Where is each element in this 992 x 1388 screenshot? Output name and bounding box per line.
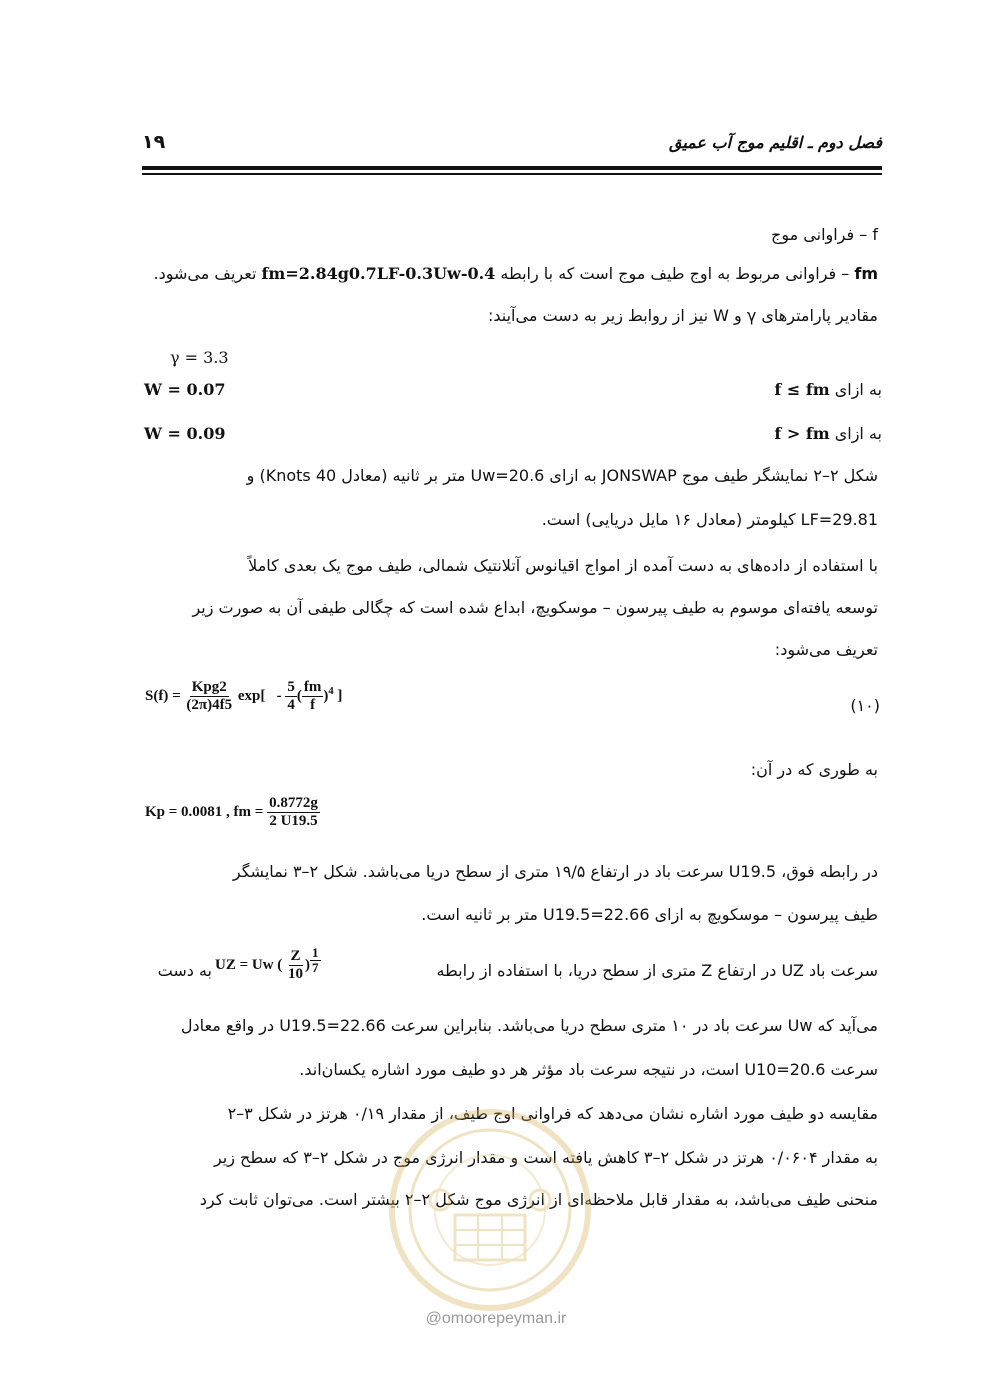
- paragraph-pm-l3: تعریف می‌شود:: [774, 640, 878, 659]
- kp-fm-den: 2 U19.5: [269, 812, 318, 829]
- w-condition-1-label: به ازای: [834, 380, 882, 399]
- uz-fraction: [286, 949, 305, 982]
- eq10-denominator: (2π)4f5: [186, 696, 233, 713]
- eq10-close: ]: [337, 688, 343, 705]
- definition-fm: [138, 264, 878, 283]
- eq10-ratio-fraction: [302, 680, 324, 713]
- uz-power-fraction: [310, 946, 321, 975]
- w-condition-2: [774, 424, 882, 443]
- paragraph-u195-l1: در رابطه فوق، U19.5 سرعت باد در ارتفاع ۱۹/۵ متری از سطح دریا می‌باشد. شکل ۲–۳ نمایشگر: [232, 862, 878, 881]
- paragraph-jonswap-l2: LF=29.81 کیلومتر (معادل ۱۶ مایل دریایی) است.: [541, 510, 878, 529]
- paragraph-uz-l2: می‌آید که Uw سرعت باد در ۱۰ متری سطح دریا می‌باشد. بنابراین سرعت U19.5=22.66 در واقع معادل: [180, 1016, 878, 1035]
- paragraph-uz-l3: سرعت U10=20.6 است، در نتیجه سرعت باد مؤثر هر دو طیف مورد اشاره یکسان‌اند.: [299, 1060, 878, 1079]
- uz-num: Z: [290, 947, 301, 964]
- paragraph-compare-l1: مقایسه دو طیف مورد اشاره نشان می‌دهد که فراوانی اوج طیف، از مقدار ۰/۱۹ هرتز در شکل ۳–۲: [227, 1104, 878, 1123]
- eq10-ratio-num: fm: [303, 679, 322, 695]
- uz-pow-den: 7: [312, 959, 319, 975]
- equation-uz: UZ = Uw ( $\frac{Z}{10}$ ) $^{\frac{1}{7}}$: [215, 945, 319, 982]
- header-rule-thick: [142, 166, 882, 170]
- paragraph-jonswap-l1: شکل ۲–۲ نمایشگر طیف موج JONSWAP به ازای Uw=20.6 متر بر ثانیه (معادل 40 Knots) و: [246, 466, 878, 485]
- kp-lhs: Kp = 0.0081 , fm =: [145, 804, 264, 821]
- paragraph-pm-l1: با استفاده از داده‌های به دست آمده از امواج اقیانوس آتلانتیک شمالی، طیف موج یک بعدی کاملاً: [248, 556, 878, 575]
- eq10-lhs: S(f) =: [145, 688, 181, 705]
- fm-text-a: – فراوانی مربوط به اوج طیف موج است که با رابطه: [495, 264, 855, 283]
- paragraph-compare-l2: به مقدار ۰/۰۶۰۴ هرتز در شکل ۲–۳ کاهش یافته است و مقدار انرژی موج در شکل ۲–۳ که سطح زیر: [213, 1148, 878, 1167]
- w-condition-1-expr: f ≤ fm: [774, 380, 830, 399]
- w-condition-2-expr: f > fm: [774, 424, 830, 443]
- uz-lhs: UZ = Uw (: [215, 956, 283, 973]
- eq10-coef-fraction: [285, 680, 297, 713]
- kp-fm-fraction: [267, 796, 320, 829]
- watermark-seal-icon: [380, 1105, 600, 1315]
- fm-formula: fm=2.84g0.7LF-0.3Uw-0.4: [261, 264, 496, 283]
- equation-10: S(f) = $\frac{\text{Kpg2}}{(2\pi)4f5}$ exp[ - $\frac{5}{4}$ ( $\frac{fm}{f}$ )$^4$ ]: [145, 679, 343, 713]
- watermark-url: @omoorepeyman.ir: [425, 1310, 567, 1327]
- uz-den: 10: [288, 965, 304, 982]
- paragraph-uz-l1a: سرعت باد UZ در ارتفاع Z متری از سطح دریا، با استفاده از رابطه: [436, 961, 878, 980]
- kp-fm-num: 0.8772g: [269, 795, 318, 811]
- page-number: ۱۹: [142, 131, 166, 153]
- w-value-1: W = 0.07: [144, 380, 226, 399]
- uz-pow-num: 1: [312, 945, 319, 960]
- w-value-2: W = 0.09: [144, 424, 226, 443]
- equation-number-10: (۱۰): [850, 696, 880, 715]
- definition-f: f – فراوانی موج: [771, 225, 878, 244]
- header-rule-thin: [142, 173, 882, 175]
- paragraph-pm-l2: توسعه یافته‌ای موسوم به طیف پیرسون – موسکویچ، ابداع شده است که چگالی طیفی آن به صورت زیر: [192, 598, 878, 617]
- equation-kp-fm: [145, 796, 320, 829]
- eq10-exp: exp[: [237, 688, 266, 705]
- paragraph-compare-l3: منحنی طیف می‌باشد، به مقدار قابل ملاحظه‌ای از انرژی موج شکل ۲–۲ بیشتر است. می‌توان ثابت کرد: [199, 1190, 878, 1209]
- paragraph-u195-l2: طیف پیرسون – موسکویچ به ازای U19.5=22.66 متر بر ثانیه است.: [421, 905, 878, 924]
- where-text: به طوری که در آن:: [750, 760, 878, 779]
- eq10-ratio-den: f: [310, 696, 316, 713]
- fm-symbol: fm: [854, 264, 878, 283]
- w-condition-2-label: به ازای: [834, 424, 882, 443]
- eq10-power: 4: [328, 686, 334, 698]
- parameters-intro: مقادیر پارامترهای γ و W نیز از روابط زیر به دست می‌آیند:: [487, 306, 878, 325]
- eq10-minus: -: [276, 688, 282, 705]
- w-condition-1: [774, 380, 882, 399]
- eq10-coef-num: 5: [287, 679, 295, 695]
- chapter-title: فصل دوم ـ اقلیم موج آب عمیق: [668, 133, 882, 152]
- eq10-numerator: Kpg2: [191, 679, 227, 695]
- gamma-value: γ = 3.3: [170, 348, 229, 367]
- fm-text-b: تعریف می‌شود.: [153, 264, 262, 283]
- eq10-coef-den: 4: [287, 696, 295, 713]
- eq10-main-fraction: [184, 680, 234, 713]
- paragraph-uz-l1b: به دست: [157, 961, 212, 980]
